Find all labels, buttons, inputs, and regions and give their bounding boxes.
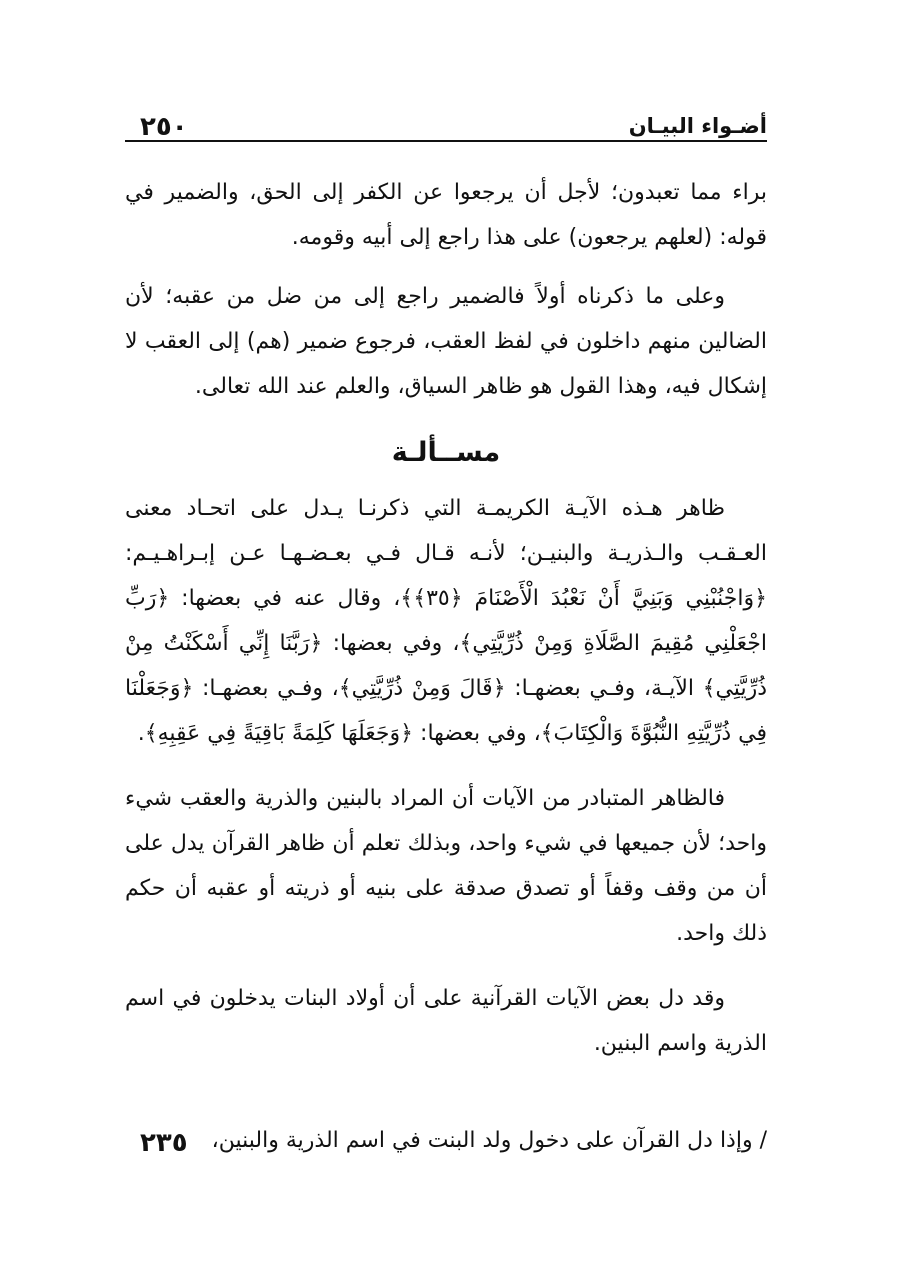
paragraph: فالظاهر المتبادر من الآيات أن المراد بالبنين والذرية والعقب شيء واحد؛ لأن جميعها في شيء واحد، وبذلك تعلم أن ظاهر القرآن يدل على أن من وقف وقفاً أو تصدق صدقة على بنيه أو ذريته أو عقبه أن حكم ذلك واحد. xyxy=(125,786,767,946)
section-title: مســألـة xyxy=(391,437,501,468)
book-title: أضـواء البيـان xyxy=(628,114,767,138)
paragraph: براء مما تعبدون؛ لأجل أن يرجعوا عن الكفر إلى الحق، والضمير في قوله: (لعلهم يرجعون) على هذا راجع إلى أبيه وقومه. xyxy=(125,180,767,250)
continuation-line: / وإذا دل القرآن على دخول ولد البنت في اسم الذرية والبنين، xyxy=(211,1128,767,1153)
page-footer xyxy=(125,1128,767,1168)
original-page-number: ٢٣٥ xyxy=(140,1128,188,1158)
paragraph: وعلى ما ذكرناه أولاً فالضمير راجع إلى من ضل من عقبه؛ لأن الضالين منهم داخلون في لفظ العقب، فرجوع ضمير (هم) إلى العقب لا إشكال فيه، وهذا القول هو ظاهر السياق، والعلم عند الله تعالى. xyxy=(125,284,767,399)
paragraph: وقد دل بعض الآيات القرآنية على أن أولاد البنات يدخلون في اسم الذرية واسم البنين. xyxy=(125,986,767,1056)
page-number: ٢٥٠ xyxy=(140,112,188,142)
page-body xyxy=(125,100,767,1066)
paragraph: ظاهر هـذه الآيـة الكريمـة التي ذكرنـا يـدل على اتحـاد معنى العـقـب والـذريـة والبنيـن؛ لأنـه قـال فـي بعـضـهـا عـن إبـراهـيـم: ﴿وَاجْنُبْنِي وَبَنِيَّ أَنْ نَعْبُدَ الْأَصْنَامَ ﴿٣٥﴾﴾، وقال عنه في بعضها: ﴿رَبِّ اجْعَلْنِي مُقِيمَ الصَّلَاةِ وَمِنْ ذُرِّيَّتِي﴾، وفي بعضها: ﴿رَبَّنَا إِنِّي أَسْكَنْتُ مِنْ ذُرِّيَّتِي﴾ الآيـة، وفـي بعضهـا: ﴿قَالَ وَمِنْ ذُرِّيَّتِي﴾، وفـي بعضهـا: ﴿وَجَعَلْنَا فِي ذُرِّيَّتِهِ النُّبُوَّةَ وَالْكِتَابَ﴾، وفي بعضها: ﴿وَجَعَلَهَا كَلِمَةً بَاقِيَةً فِي عَقِبِهِ﴾. xyxy=(125,496,767,746)
page-header xyxy=(125,100,767,142)
